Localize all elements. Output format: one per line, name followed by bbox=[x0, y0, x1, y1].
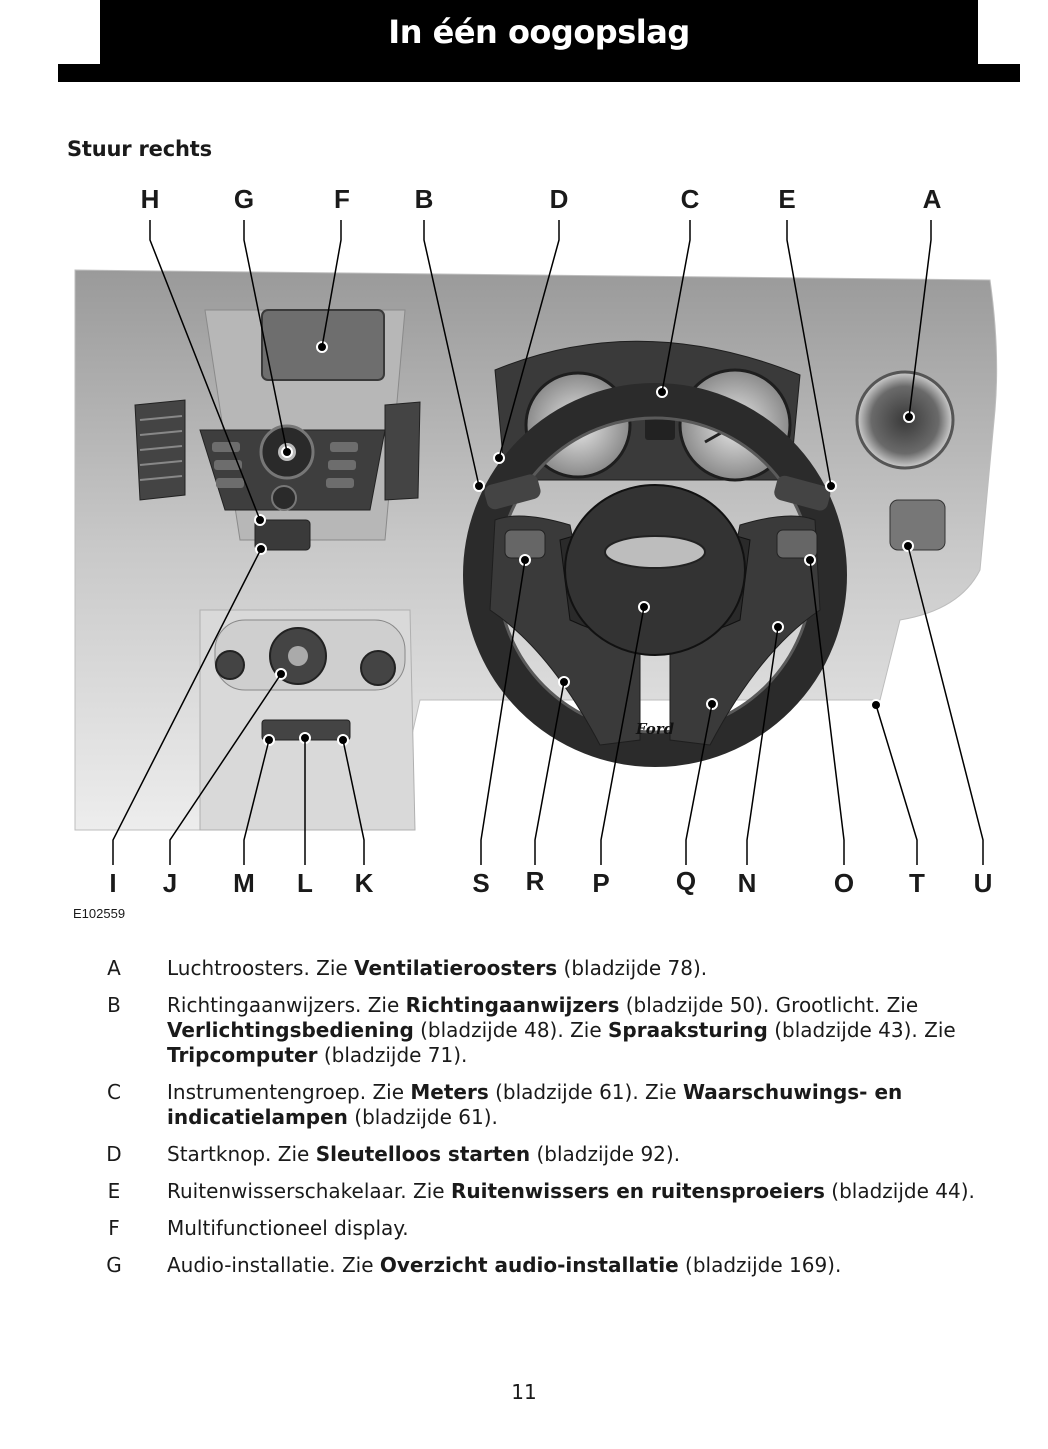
legend-item bbox=[0, 993, 1048, 1068]
callout-letter-Q: Q bbox=[675, 866, 697, 896]
legend-item bbox=[0, 1216, 1048, 1241]
legend-text-run: (bladzijde 92). bbox=[530, 1142, 681, 1166]
ford-logo-text: Ford bbox=[635, 720, 675, 738]
legend-text-run: Audio-installatie. Zie bbox=[167, 1253, 380, 1277]
legend-key: E bbox=[107, 1179, 121, 1203]
callout-letter-O: O bbox=[833, 868, 855, 898]
legend-key: G bbox=[106, 1253, 122, 1277]
legend-list bbox=[0, 956, 1048, 1290]
cross-reference: Richtingaanwijzers bbox=[405, 993, 620, 1017]
cross-reference: Ventilatieroosters bbox=[354, 956, 558, 980]
cross-reference: Overzicht audio-installatie bbox=[379, 1253, 679, 1277]
legend-text-run: Ruitenwisserschakelaar. Zie bbox=[167, 1179, 451, 1203]
legend-text-run: (bladzijde 61). Zie bbox=[488, 1080, 683, 1104]
legend-key: F bbox=[108, 1216, 120, 1240]
callout-letter-C: C bbox=[680, 184, 700, 214]
legend-key: B bbox=[107, 993, 121, 1017]
cross-reference: Verlichtingsbediening bbox=[167, 1018, 414, 1042]
legend-item bbox=[0, 956, 1048, 981]
callout-letter-A: A bbox=[922, 184, 942, 214]
legend-description bbox=[167, 956, 1002, 981]
page-header bbox=[100, 0, 978, 64]
legend-description bbox=[167, 1142, 1002, 1167]
callout-letter-U: U bbox=[973, 868, 993, 898]
legend-text-run: (bladzijde 48). Zie bbox=[413, 1018, 608, 1042]
legend-item bbox=[0, 1253, 1048, 1278]
callout-letter-J: J bbox=[162, 868, 178, 898]
legend-text-run: (bladzijde 43). Zie bbox=[767, 1018, 956, 1042]
header-rule bbox=[58, 64, 1020, 82]
legend-item bbox=[0, 1179, 1048, 1204]
cross-reference: Waarschuwings- en indicatielampen bbox=[167, 1080, 903, 1129]
legend-text-run: (bladzijde 44). bbox=[824, 1179, 975, 1203]
cross-reference: Ruitenwissers en ruitensproeiers bbox=[450, 1179, 825, 1203]
section-subheading: Stuur rechts bbox=[67, 137, 212, 161]
legend-text-run: (bladzijde 169). bbox=[678, 1253, 842, 1277]
cross-reference: Sleutelloos starten bbox=[315, 1142, 531, 1166]
callout-letter-E: E bbox=[778, 184, 796, 214]
page-title: In één oogopslag bbox=[388, 13, 690, 51]
callout-letter-I: I bbox=[109, 868, 117, 898]
callout-letter-P: P bbox=[592, 868, 610, 898]
legend-text-run: Luchtroosters. Zie bbox=[167, 956, 355, 980]
callout-letter-D: D bbox=[549, 184, 569, 214]
legend-description bbox=[167, 1080, 1002, 1130]
legend-description bbox=[167, 1179, 1002, 1204]
callout-letter-N: N bbox=[737, 868, 757, 898]
callout-letter-G: G bbox=[233, 184, 255, 214]
cross-reference: Meters bbox=[410, 1080, 489, 1104]
callout-letter-S: S bbox=[472, 868, 490, 898]
figure-code: E102559 bbox=[73, 906, 126, 921]
legend-key: C bbox=[107, 1080, 121, 1104]
legend-text-run: (bladzijde 71). bbox=[317, 1043, 468, 1067]
page-number: 11 bbox=[511, 1380, 537, 1404]
legend-key: A bbox=[107, 956, 121, 980]
callout-letter-F: F bbox=[334, 184, 350, 214]
legend-item bbox=[0, 1142, 1048, 1167]
legend-text-run: Instrumentengroep. Zie bbox=[167, 1080, 411, 1104]
callout-letter-K: K bbox=[354, 868, 374, 898]
callout-letter-R: R bbox=[525, 866, 545, 896]
legend-key: D bbox=[106, 1142, 122, 1166]
callout-letter-T: T bbox=[909, 868, 925, 898]
legend-text-run: (bladzijde 50). Grootlicht. Zie bbox=[619, 993, 919, 1017]
dashboard-illustration bbox=[0, 180, 1048, 900]
legend-text-run: (bladzijde 78). bbox=[557, 956, 708, 980]
cross-reference: Spraaksturing bbox=[607, 1018, 768, 1042]
legend-item bbox=[0, 1080, 1048, 1130]
legend-text-run: (bladzijde 61). bbox=[347, 1105, 498, 1129]
legend-description bbox=[167, 1216, 1002, 1241]
dashboard-figure bbox=[0, 180, 1048, 900]
legend-text-run: Multifunctioneel display. bbox=[167, 1216, 409, 1240]
callout-letter-M: M bbox=[233, 868, 255, 898]
legend-text-run: Startknop. Zie bbox=[167, 1142, 316, 1166]
cross-reference: Tripcomputer bbox=[167, 1043, 318, 1067]
callout-letter-H: H bbox=[140, 184, 160, 214]
legend-description bbox=[167, 1253, 1002, 1278]
legend-text-run: Richtingaanwijzers. Zie bbox=[167, 993, 406, 1017]
legend-description bbox=[167, 993, 1002, 1068]
callout-letter-L: L bbox=[297, 868, 313, 898]
callout-letter-B: B bbox=[414, 184, 434, 214]
